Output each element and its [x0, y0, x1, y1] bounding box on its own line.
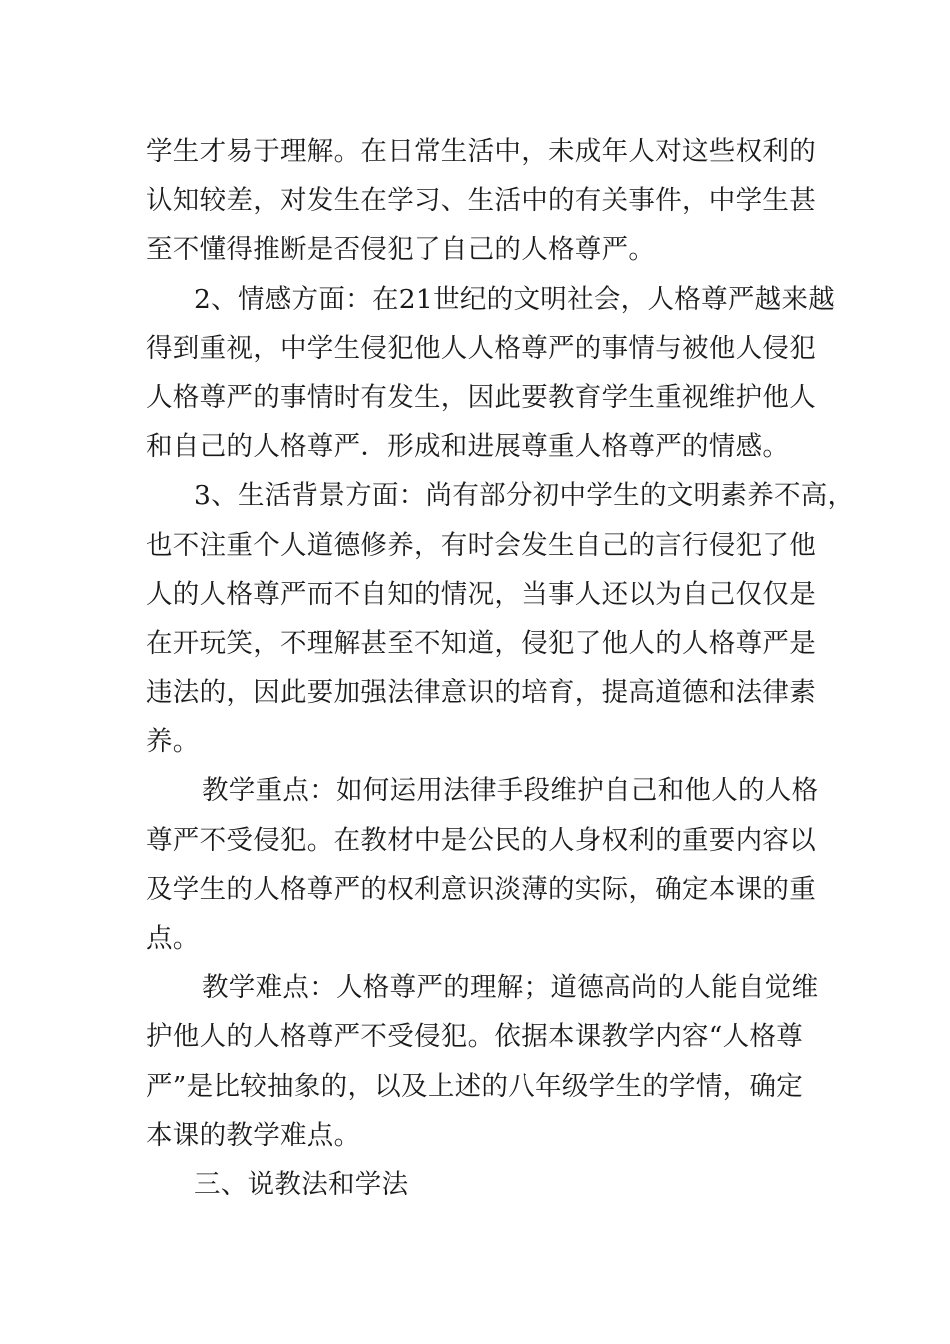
- text-line: 及学生的人格尊严的权利意识淡薄的实际，确定本课的重: [146, 873, 816, 905]
- text-line: 至不懂得推断是否侵犯了自己的人格尊严。: [146, 234, 656, 266]
- text-line: 学生才易于理解。在日常生活中，未成年人对这些权利的: [146, 136, 816, 167]
- text-line: 严”是比较抽象的，以及上述的八年级学生的学情，确定: [146, 1070, 804, 1102]
- text-line: 护他人的人格尊严不受侵犯。依据本课教学内容“人格尊: [146, 1021, 804, 1053]
- document-body: [146, 127, 855, 1209]
- text-line: 点。: [146, 923, 200, 954]
- text-line: 人格尊严的事情时有发生，因此要教育学生重视维护他人: [146, 381, 816, 413]
- text-line: 尊严不受侵犯。在教材中是公民的人身权利的重要内容以: [146, 824, 816, 856]
- text-line: 人的人格尊严而不自知的情况，当事人还以为自己仅仅是: [146, 578, 816, 610]
- section-heading: 三、说教法和学法: [194, 1168, 409, 1200]
- text-line: 违法的，因此要加强法律意识的培育，提高道德和法律素: [146, 677, 816, 709]
- text-line: 认知较差，对发生在学习、生活中的有关事件，中学生甚: [146, 185, 816, 217]
- text-line: 也不注重个人道德修养，有时会发生自己的言行侵犯了他: [146, 529, 816, 561]
- text-line: 养。: [146, 726, 200, 758]
- text-line: 在开玩笑，不理解甚至不知道，侵犯了他人的人格尊严是: [146, 627, 816, 659]
- paragraph-teaching-difficulty: 教学难点：人格尊严的理解；道德高尚的人能自觉维: [202, 972, 819, 1004]
- paragraph-emotional-aspect: 2、情感方面：在21世纪的文明社会，人格尊严越来越: [194, 283, 836, 315]
- text-line: 得到重视，中学生侵犯他人人格尊严的事情与被他人侵犯: [146, 332, 816, 364]
- text-line: 和自己的人格尊严．形成和进展尊重人格尊严的情感。: [146, 431, 790, 463]
- paragraph-teaching-focus: 教学重点：如何运用法律手段维护自己和他人的人格: [202, 775, 819, 807]
- text-line: 本课的教学难点。: [146, 1119, 361, 1151]
- paragraph-life-background: 3、生活背景方面：尚有部分初中学生的文明素养不高，: [194, 480, 855, 512]
